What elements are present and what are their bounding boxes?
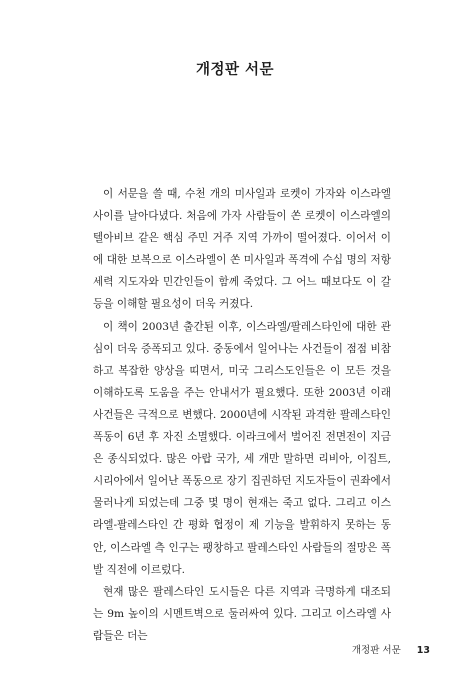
running-title: 개정판 서문 xyxy=(351,645,401,656)
paragraph: 이 서문을 쓸 때, 수천 개의 미사일과 로켓이 가자와 이스라엘 사이를 날아다녔다. 처음에 가자 사람들이 쏜 로켓이 이스라엘의 텔아비브 같은 핵심 주민 거주 지역 가까이 떨어졌다. 이어서 이에 대한 보복으로 이스라엘이 쏜 미사일과 폭격에 수십 명의 저항 세력 지도자와 민간인들이 함께 죽었다. 그 어느 때보다도 이 갈등을 이해할 필요성이 더욱 커졌다. xyxy=(93,188,391,311)
paragraph: 현재 많은 팔레스타인 도시들은 다른 지역과 극명하게 대조되는 9m 높이의 시멘트벽으로 둘러싸여 있다. 그리고 이스라엘 사람들은 더는 xyxy=(93,585,391,642)
page-number: 13 xyxy=(416,645,430,656)
page-title: 개정판 서문 xyxy=(195,62,275,78)
body-text xyxy=(93,183,391,647)
page-footer xyxy=(352,642,430,656)
paragraph: 이 책이 2003년 출간된 이후, 이스라엘/팔레스타인에 대한 관심이 더욱 증폭되고 있다. 중동에서 일어나는 사건들이 점점 비참하고 복잡한 양상을 띠면서, 미국 그리스도인들은 이 모든 것을 이해하도록 도움을 주는 안내서가 필요했다. 또한 2003년 이래 사건들은 극적으로 변했다. 2000년에 시작된 과격한 팔레스타인 폭동이 6년 후 자진 소멸했다. 이라크에서 벌어진 전면전이 지금은 종식되었다. 많은 아랍 국가, 세 개만 말하면 리비아, 이집트, 시리아에서 일어난 폭동으로 장기 집권하던 지도자들이 권좌에서 물러나게 되었는데 그중 몇 명이 현재는 죽고 없다. 그리고 이스라엘-팔레스타인 간 평화 협정이 제 기능을 발휘하지 못하는 동안, 이스라엘 측 인구는 팽창하고 팔레스타인 사람들의 절망은 폭발 직전에 이르렀다. xyxy=(93,320,391,576)
